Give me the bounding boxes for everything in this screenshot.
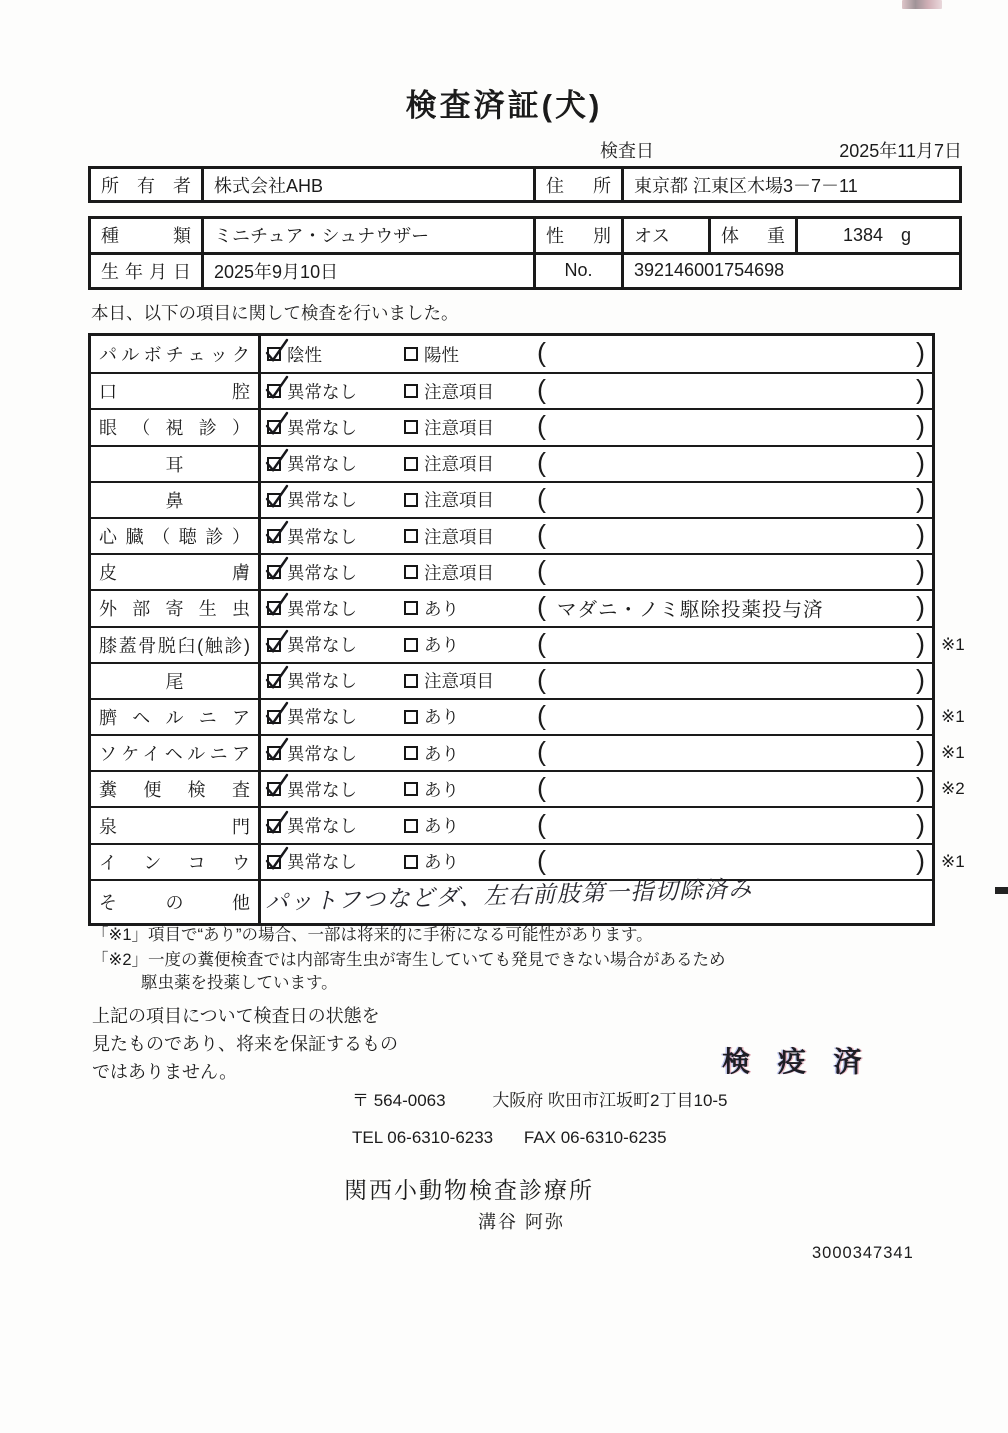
option-secondary	[398, 451, 535, 476]
checklist-row-label-cell	[91, 519, 261, 553]
checkbox-unchecked-icon	[404, 384, 418, 398]
scan-artifact-edge	[995, 887, 1008, 894]
open-paren	[537, 809, 546, 840]
checkbox-checked-icon	[267, 457, 281, 471]
remarks-area	[535, 483, 930, 517]
checkbox-unchecked-icon	[404, 457, 418, 471]
checkbox-unchecked-icon	[404, 493, 418, 507]
remarks-area	[535, 772, 930, 806]
checklist-row-label: インコウ	[99, 852, 250, 873]
close-paren	[916, 519, 925, 550]
remarks-area	[535, 628, 930, 662]
option-primary	[261, 487, 398, 512]
breed-value: ミニチュア・シュナウザー	[214, 226, 430, 247]
pet-table-row-1	[91, 219, 959, 252]
checklist-row-label: その他	[99, 892, 250, 913]
breed-label-cell	[91, 219, 201, 252]
clinic-telfax-line	[352, 1128, 667, 1148]
checklist-row-label-cell	[91, 736, 261, 770]
open-paren	[537, 375, 546, 406]
close-paren	[916, 592, 925, 623]
checkbox-checked-icon	[267, 347, 281, 361]
page-title: 検査済証(犬)	[405, 88, 603, 123]
checkbox-unchecked-icon	[404, 782, 418, 796]
checkbox-checked-icon	[267, 855, 281, 869]
option-secondary	[398, 704, 535, 729]
option-secondary-label: あり	[424, 779, 459, 800]
veterinarian-name: 溝谷 阿弥	[478, 1212, 566, 1232]
quarantine-stamp: 検 疫 済	[722, 1046, 872, 1077]
footnote-mark: ※1	[941, 706, 965, 726]
option-secondary	[398, 741, 535, 766]
document-number: 3000347341	[812, 1244, 914, 1262]
option-primary-label: 異常なし	[287, 779, 357, 800]
close-paren	[916, 845, 925, 876]
option-primary-label: 異常なし	[287, 707, 357, 728]
checkbox-checked-icon	[267, 674, 281, 688]
birth-value-cell	[201, 255, 533, 288]
clinic-tel: TEL 06-6310-6233	[352, 1128, 494, 1147]
option-secondary-label: 注意項目	[424, 562, 494, 583]
option-secondary-label: 注意項目	[424, 490, 494, 511]
checklist-row-label-cell	[91, 555, 261, 589]
checklist-row-label-cell	[91, 664, 261, 698]
inspection-date-value: 2025年11月7日	[839, 141, 962, 161]
option-primary-label: 異常なし	[287, 816, 357, 837]
address-value-cell	[621, 169, 959, 200]
close-paren	[916, 447, 925, 478]
weight-label-cell	[708, 219, 795, 252]
clinic-address: 大阪府 吹田市江坂町2丁目10-5	[492, 1091, 728, 1110]
option-secondary-label: あり	[424, 598, 459, 619]
checklist-row-label: 鼻	[165, 490, 184, 511]
checklist-row	[91, 876, 932, 923]
option-secondary	[398, 777, 535, 802]
option-primary-label: 異常なし	[287, 562, 357, 583]
birth-value: 2025年9月10日	[214, 261, 339, 282]
address-label: 住所	[546, 175, 611, 196]
checkbox-checked-icon	[267, 638, 281, 652]
checklist-row-label: 糞便検査	[99, 780, 250, 801]
remarks-area	[535, 336, 930, 372]
checklist-row-label-cell	[91, 700, 261, 734]
open-paren	[537, 700, 546, 731]
checklist-row-label: 心臓（聴診）	[99, 527, 250, 548]
option-primary-label: 陰性	[287, 344, 322, 365]
remarks-area	[535, 519, 930, 553]
footnote-mark: ※1	[941, 851, 965, 871]
option-primary	[261, 849, 398, 874]
birth-label: 生年月日	[101, 261, 191, 282]
weight-unit: g	[900, 224, 911, 245]
checkbox-unchecked-icon	[404, 420, 418, 434]
checkbox-checked-icon	[267, 420, 281, 434]
checklist-row-label: 外部寄生虫	[99, 599, 250, 620]
checklist-row	[91, 408, 932, 444]
open-paren	[537, 592, 546, 623]
owner-table	[88, 166, 962, 203]
checklist-row-label-cell	[91, 374, 261, 408]
checklist-row-label-cell	[91, 336, 261, 372]
option-primary	[261, 524, 398, 549]
option-secondary	[398, 524, 535, 549]
checklist-row	[91, 626, 965, 662]
checklist-row-label-cell	[91, 410, 261, 444]
option-primary-label: 異常なし	[287, 454, 357, 475]
option-secondary	[398, 342, 535, 367]
remarks-area	[535, 664, 930, 698]
option-secondary-label: あり	[424, 852, 459, 873]
option-primary	[261, 596, 398, 621]
option-secondary-label: 注意項目	[424, 417, 494, 438]
checkbox-checked-icon	[267, 746, 281, 760]
open-paren	[537, 555, 546, 586]
address-value: 東京都 江東区木場3－7－11	[634, 175, 858, 196]
checklist-row-label: 臍ヘルニア	[99, 707, 250, 728]
close-paren	[916, 700, 925, 731]
no-value-cell	[621, 255, 959, 288]
owner-label-cell	[91, 169, 201, 200]
option-primary	[261, 415, 398, 440]
checklist-row	[91, 553, 932, 589]
checkbox-checked-icon	[267, 493, 281, 507]
footnote-2-line-2: 駆虫薬を投薬しています。	[141, 974, 338, 992]
open-paren	[537, 483, 546, 514]
checklist-row-label-cell	[91, 483, 261, 517]
option-primary-label: 異常なし	[287, 598, 357, 619]
option-secondary	[398, 560, 535, 585]
sex-label-cell	[533, 219, 621, 252]
remarks-text: マダニ・ノミ駆除投薬投与済	[557, 599, 824, 622]
close-paren	[916, 664, 925, 695]
option-primary	[261, 741, 398, 766]
disclaimer	[92, 1002, 398, 1086]
option-secondary	[398, 379, 535, 404]
option-primary	[261, 342, 398, 367]
disclaimer-line-3: ではありません。	[92, 1062, 238, 1082]
checklist-row-label: 膝蓋骨脱臼(触診)	[99, 635, 250, 656]
open-paren	[537, 628, 546, 659]
close-paren	[916, 483, 925, 514]
checklist-row-label: 泉門	[99, 816, 250, 837]
checkbox-unchecked-icon	[404, 855, 418, 869]
close-paren	[916, 411, 925, 442]
checklist-row-label-cell	[91, 881, 261, 923]
footnote-mark: ※1	[941, 743, 965, 763]
checklist-row-label: 尾	[165, 671, 184, 692]
clinic-fax: FAX 06-6310-6235	[523, 1128, 667, 1147]
footnote-mark: ※2	[941, 779, 965, 799]
option-secondary	[398, 487, 535, 512]
remarks-area	[535, 591, 930, 625]
option-secondary-label: 注意項目	[424, 381, 494, 402]
option-secondary-label: あり	[424, 707, 459, 728]
address-label-cell	[533, 169, 621, 200]
clinic-name: 関西小動物検査診療所	[344, 1177, 594, 1203]
checkbox-checked-icon	[267, 529, 281, 543]
option-primary-label: 異常なし	[287, 671, 357, 692]
footnote-mark: ※1	[941, 634, 965, 654]
no-label: No.	[564, 260, 593, 281]
footnote-1: 「※1」項目で“あり”の場合、一部は将来的に手術になる可能性があります。	[92, 926, 653, 944]
option-secondary-label: あり	[424, 743, 459, 764]
checkbox-unchecked-icon	[404, 347, 418, 361]
checklist-row	[91, 698, 965, 734]
sex-label: 性別	[546, 226, 611, 247]
checklist-row-label: パルボチェック	[99, 345, 250, 366]
remarks-area	[535, 374, 930, 408]
owner-value-cell	[201, 169, 533, 200]
checkbox-checked-icon	[267, 601, 281, 615]
remarks-area	[535, 555, 930, 589]
option-secondary-label: あり	[424, 635, 459, 656]
option-primary-label: 異常なし	[287, 852, 357, 873]
checkbox-unchecked-icon	[404, 565, 418, 579]
checklist-row	[91, 481, 932, 517]
sex-value: オス	[634, 226, 670, 247]
checklist-row-label-cell	[91, 772, 261, 806]
intro-text: 本日、以下の項目に関して検査を行いました。	[91, 303, 459, 323]
option-primary	[261, 632, 398, 657]
checklist-row	[91, 806, 932, 842]
option-secondary-label: 注意項目	[424, 454, 494, 475]
option-primary	[261, 451, 398, 476]
close-paren	[916, 736, 925, 767]
weight-label: 体重	[721, 226, 785, 247]
remarks-area	[535, 808, 930, 842]
checkbox-unchecked-icon	[404, 710, 418, 724]
checkbox-unchecked-icon	[404, 819, 418, 833]
option-secondary	[398, 632, 535, 657]
breed-value-cell	[201, 219, 533, 252]
checkbox-checked-icon	[267, 819, 281, 833]
option-secondary-label: 陽性	[424, 344, 459, 365]
option-secondary-label: 注意項目	[424, 526, 494, 547]
close-paren	[916, 555, 925, 586]
checklist-row	[91, 843, 965, 879]
checklist-row	[91, 517, 932, 553]
remarks-area	[535, 410, 930, 444]
checklist-row	[91, 445, 932, 481]
handwritten-note: パットフつなどダ、左右前肢第一指切除済み	[264, 876, 754, 916]
checklist-row	[91, 662, 932, 698]
checkbox-unchecked-icon	[404, 638, 418, 652]
checkbox-unchecked-icon	[404, 746, 418, 760]
option-secondary-label: 注意項目	[424, 671, 494, 692]
weight-value-cell	[795, 219, 959, 252]
checklist-row	[91, 589, 932, 625]
weight-value: 1384	[842, 224, 883, 245]
checklist-row-label-cell	[91, 808, 261, 842]
checklist-row	[91, 770, 965, 806]
checklist-row-label: 口腔	[99, 382, 250, 403]
open-paren	[537, 664, 546, 695]
option-primary-label: 異常なし	[287, 743, 357, 764]
checklist-row-label: 耳	[165, 454, 184, 475]
close-paren	[916, 628, 925, 659]
remarks-area	[535, 700, 930, 734]
close-paren	[916, 375, 925, 406]
option-primary-label: 異常なし	[287, 381, 357, 402]
checklist-row	[91, 734, 965, 770]
checklist-table	[88, 333, 965, 926]
option-secondary	[398, 668, 535, 693]
open-paren	[537, 845, 546, 876]
open-paren	[537, 773, 546, 804]
close-paren	[916, 773, 925, 804]
option-secondary	[398, 596, 535, 621]
option-primary-label: 異常なし	[287, 526, 357, 547]
option-primary	[261, 813, 398, 838]
checkbox-unchecked-icon	[404, 529, 418, 543]
option-primary	[261, 668, 398, 693]
option-primary	[261, 777, 398, 802]
option-primary	[261, 560, 398, 585]
owner-label: 所有者	[101, 175, 191, 196]
option-primary	[261, 379, 398, 404]
scan-artifact-top	[902, 0, 942, 9]
checklist-row-label-cell	[91, 591, 261, 625]
disclaimer-line-2: 見たものであり、将来を保証するもの	[92, 1034, 398, 1054]
option-primary-label: 異常なし	[287, 490, 357, 511]
checklist-row-label-cell	[91, 845, 261, 879]
pet-table-row-2	[91, 252, 959, 288]
footnote-2-line-1: 「※2」一度の糞便検査では内部寄生虫が寄生していても発見できない場合があるため	[92, 951, 726, 969]
open-paren	[537, 736, 546, 767]
open-paren	[537, 447, 546, 478]
checklist-row-label: 眼（視診）	[99, 418, 250, 439]
option-secondary	[398, 849, 535, 874]
checkbox-checked-icon	[267, 782, 281, 796]
option-secondary-label: あり	[424, 816, 459, 837]
checkbox-checked-icon	[267, 710, 281, 724]
open-paren	[537, 411, 546, 442]
checklist-row-label-cell	[91, 447, 261, 481]
checkbox-checked-icon	[267, 384, 281, 398]
disclaimer-line-1: 上記の項目について検査日の状態を	[92, 1006, 380, 1026]
open-paren	[537, 337, 546, 368]
birth-label-cell	[91, 255, 201, 288]
postal-code: 〒 564-0063	[352, 1091, 446, 1110]
checklist-row-label: 皮膚	[99, 563, 250, 584]
inspection-date-label: 検査日	[600, 141, 654, 161]
checkbox-unchecked-icon	[404, 674, 418, 688]
option-primary	[261, 704, 398, 729]
checklist-row	[91, 336, 932, 372]
remarks-area	[535, 736, 930, 770]
option-secondary	[398, 415, 535, 440]
checklist-row-label: ソケイヘルニア	[99, 744, 250, 765]
option-primary-label: 異常なし	[287, 635, 357, 656]
checklist-row-label-cell	[91, 628, 261, 662]
close-paren	[916, 337, 925, 368]
open-paren	[537, 519, 546, 550]
clinic-postal-line	[352, 1086, 728, 1111]
option-secondary	[398, 813, 535, 838]
checkbox-unchecked-icon	[404, 601, 418, 615]
no-value: 392146001754698	[634, 260, 785, 281]
checklist-row	[91, 372, 932, 408]
checkbox-checked-icon	[267, 565, 281, 579]
option-primary-label: 異常なし	[287, 417, 357, 438]
remarks-area	[535, 447, 930, 481]
breed-label: 種類	[101, 226, 191, 247]
sex-value-cell	[621, 219, 708, 252]
pet-table	[88, 216, 962, 290]
owner-value: 株式会社AHB	[214, 175, 324, 196]
close-paren	[916, 809, 925, 840]
no-label-cell	[533, 255, 621, 288]
